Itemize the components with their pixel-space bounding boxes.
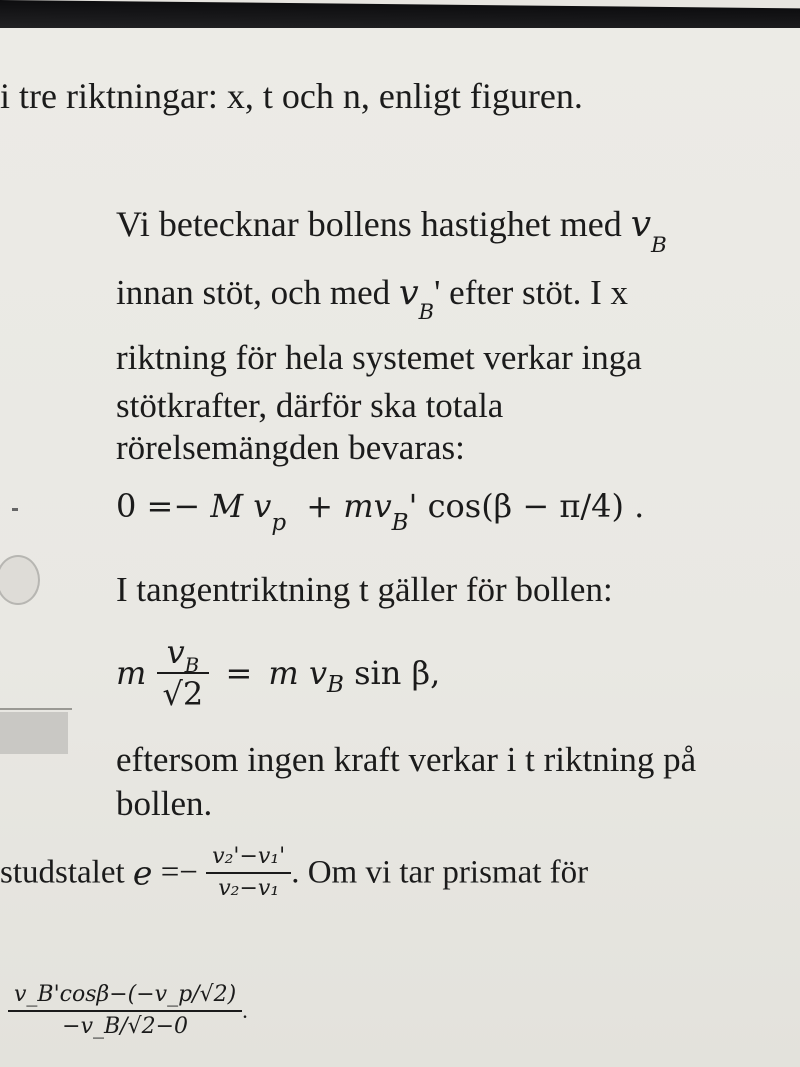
p1-line5: rörelsemängden bevaras: bbox=[116, 428, 465, 467]
p1-line4: stötkrafter, därför ska totala bbox=[116, 386, 504, 425]
fraction-restitution: $\frac{\text{v₂'−v₁'}}{\text{v₂−v₁}}$ bbox=[206, 846, 291, 900]
p2-text: I tangentriktning t gäller för bollen: bbox=[116, 570, 613, 609]
p1-line1: Vi betecknar bollens hastighet med $v_B$ bbox=[116, 204, 667, 259]
equation-momentum: 0 =− M $v_p + mv_B'$ cos(β − π/4) . bbox=[116, 487, 645, 536]
fraction-prism: $\frac{v\_B'\cos\beta-(-v\_p/√2)}{-v\_B/√2-0}$ bbox=[8, 984, 242, 1038]
p3-line2: bollen. bbox=[116, 784, 213, 823]
margin-tick bbox=[12, 508, 18, 511]
p1-line2: innan stöt, och med $v_B'$ efter stöt. I x bbox=[116, 273, 628, 324]
document-page bbox=[0, 28, 800, 1067]
equation-tangent: m $\frac{v_B}{√2}$ = m $v_B$ sin β, bbox=[116, 633, 441, 713]
equation-restitution: studstalet e =− $\frac{\text{v₂'−v₁'}}{\text{v₂−v₁}}$ . Om vi tar prismat för bbox=[0, 844, 589, 901]
fraction-vb-sqrt2: $\frac{v_B}{√2}$ bbox=[157, 636, 210, 710]
side-divider bbox=[0, 708, 72, 710]
p1-line3: riktning för hela systemet verkar inga bbox=[116, 338, 642, 377]
p3-line1: eftersom ingen kraft verkar i t riktning på bbox=[116, 740, 697, 779]
equation-prism: $\frac{v\_B'\cos\beta-(-v\_p/√2)}{-v\_B/√2-0}$ . bbox=[8, 984, 248, 1038]
line-top: i tre riktningar: x, t och n, enligt figuren. bbox=[0, 76, 583, 116]
side-panel-box bbox=[0, 712, 68, 754]
